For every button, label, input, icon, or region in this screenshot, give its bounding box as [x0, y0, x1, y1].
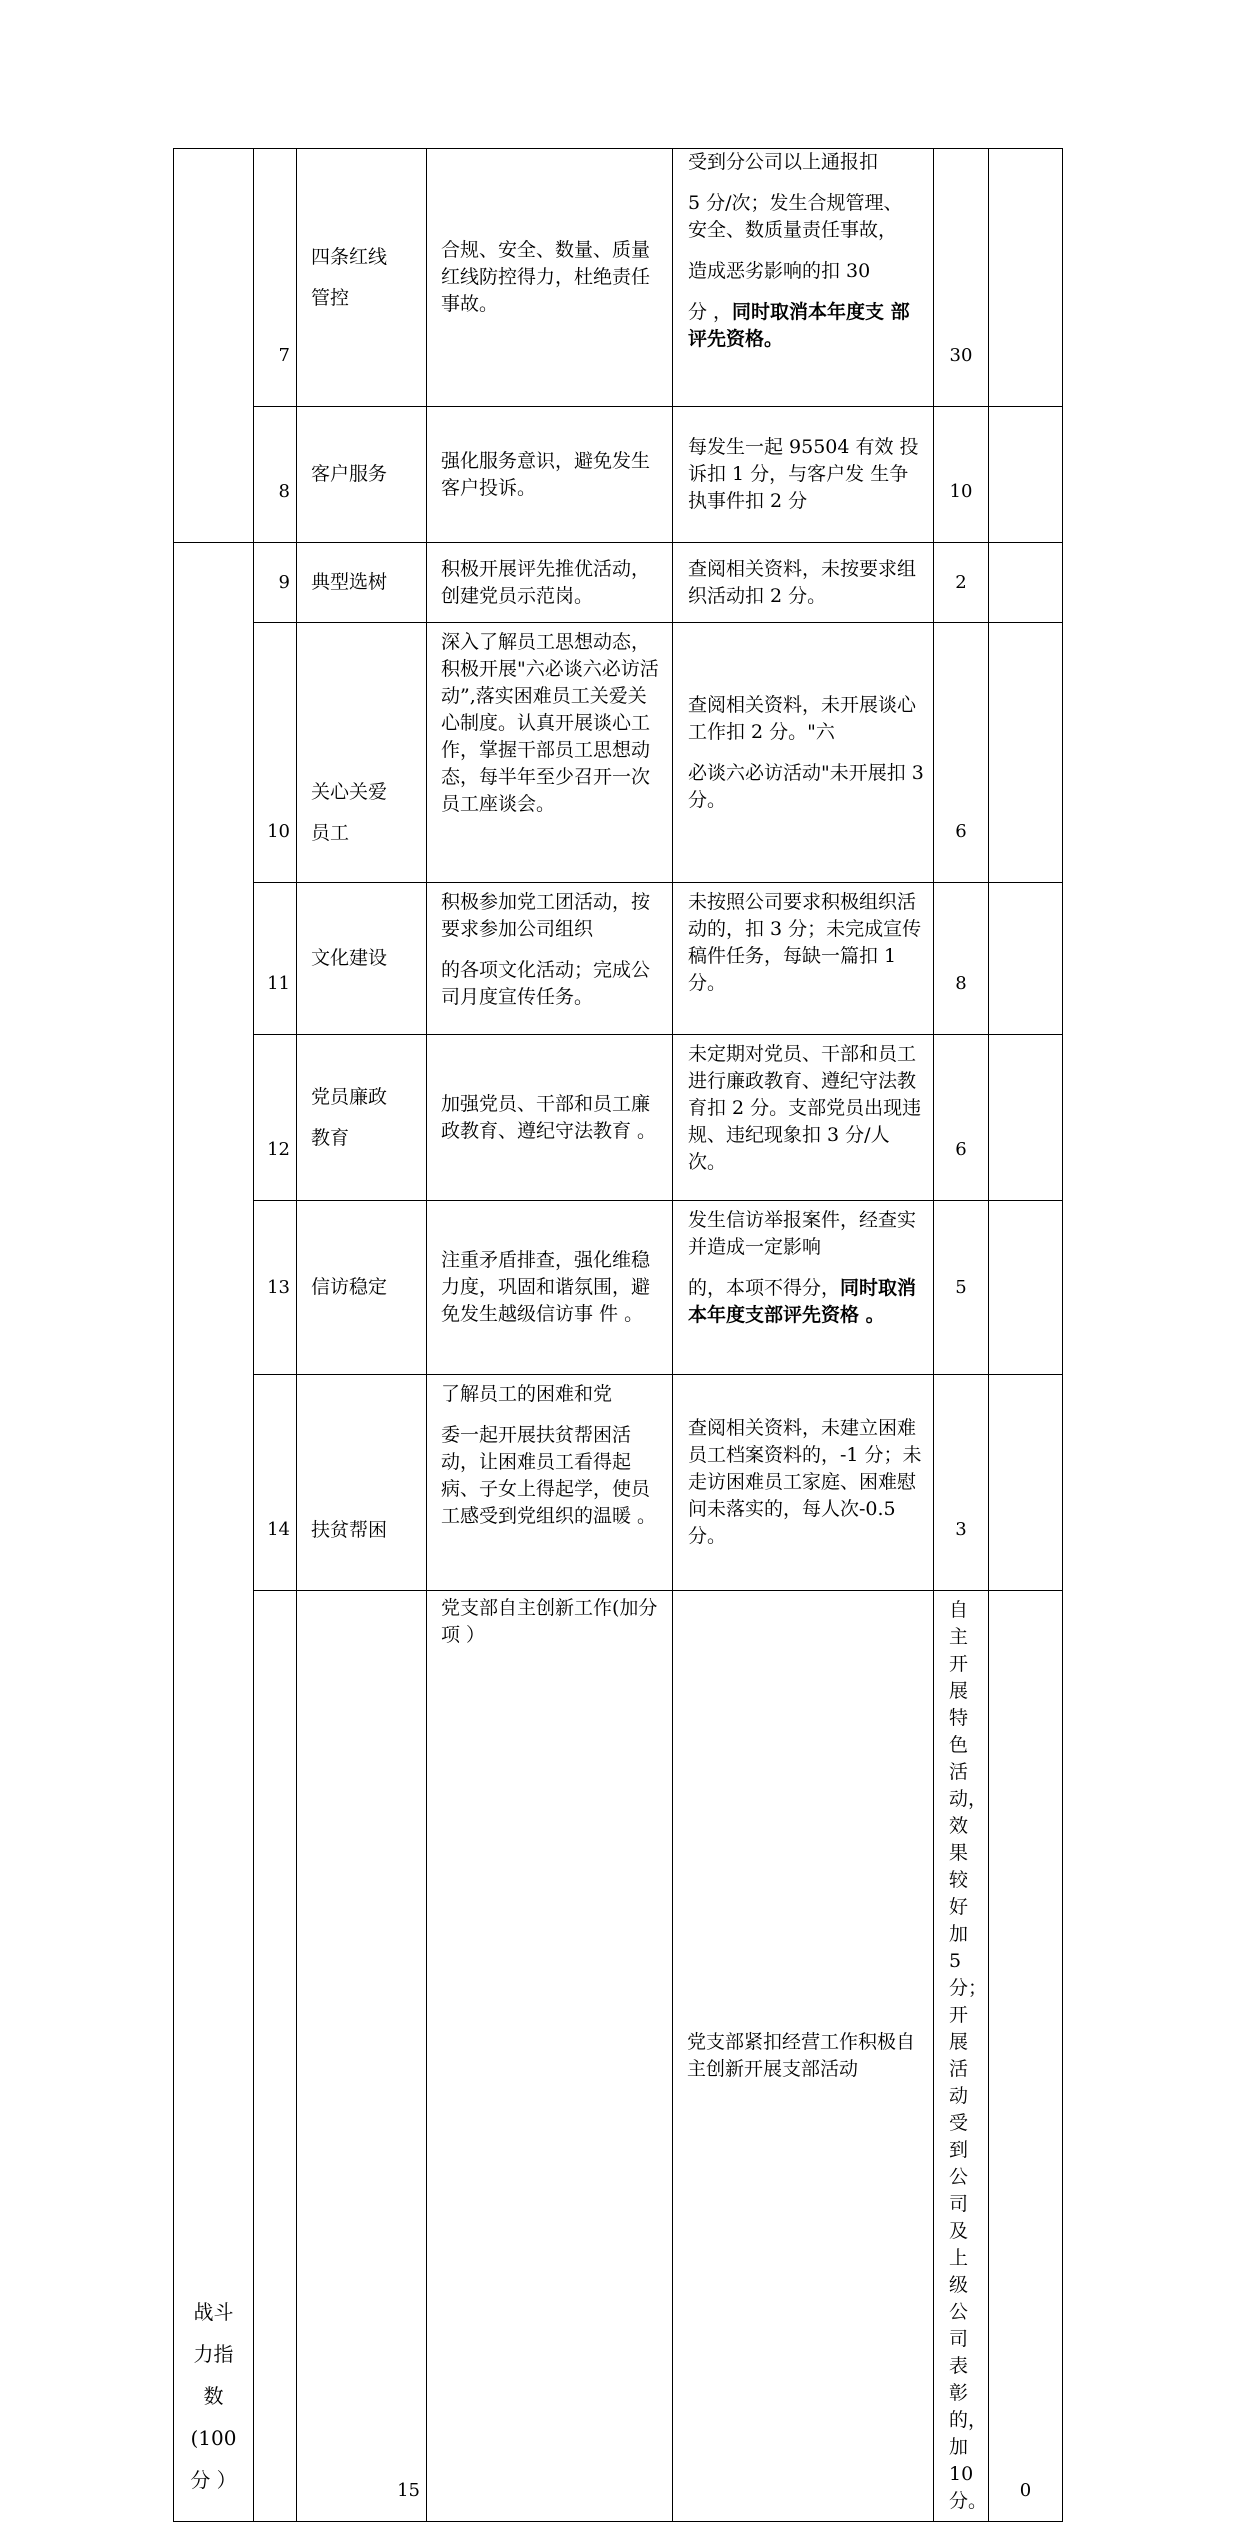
- row-number: 9: [254, 543, 297, 623]
- table-row: [174, 1591, 1063, 2522]
- category-label: 战斗 力指 数 (100 分 ）: [174, 543, 254, 2522]
- item-score: 3: [934, 1375, 989, 1591]
- table-row: [174, 543, 1063, 623]
- item-name: 关心关爱 员工: [297, 623, 427, 883]
- item-name: 党员廉政 教育: [297, 1035, 427, 1201]
- item-standard: 查阅相关资料，未开展谈心工作扣 2 分。"六 必谈六必访活动"未开展扣 3 分。: [673, 623, 934, 883]
- item-requirement: 深入了解员工思想动态，积极开展"六必谈六必访活动”,落实困难员工关爱关心制度。认真开展谈心工作，掌握干部员工思想动态，每半年至少召开一次员工座谈会。: [427, 623, 673, 883]
- table-row: [174, 1035, 1063, 1201]
- item-standard: 未按照公司要求积极组织活动的，扣 3 分；未完成宣传稿件任务，每缺一篇扣 1 分。: [673, 883, 934, 1035]
- item-standard: 受到分公司以上通报扣 5 分/次；发生合规管理、 安全、数质量责任事故， 造成恶劣影响的扣 30 分 ，同时取消本年度支 部评先资格。: [673, 149, 934, 407]
- actual-score-cell: [989, 883, 1063, 1035]
- actual-score-cell: [989, 1035, 1063, 1201]
- item-requirement: 合规、安全、数量、质量红线防控得力，杜绝责任事故。: [427, 149, 673, 407]
- item-score: 30: [934, 149, 989, 407]
- row-number: 8: [254, 407, 297, 543]
- actual-score-cell: [989, 1375, 1063, 1591]
- item-standard: 未定期对党员、干部和员工进行廉政教育、遵纪守法教育扣 2 分。支部党员出现违规、违纪现象扣 3 分/人次。: [673, 1035, 934, 1201]
- actual-score-cell: [989, 543, 1063, 623]
- item-requirement: 党支部紧扣经营工作积极自主创新开展支部活动: [673, 1591, 934, 2522]
- standard-emphasis: 同时取消本年度支 部评先资格。: [688, 301, 910, 350]
- item-standard: 自主开展特色活动，效果较好加 5 分；开展活动受到公司及上级公司表彰的，加 10 分。: [934, 1591, 989, 2522]
- item-name: 文化建设: [297, 883, 427, 1035]
- table-row: [174, 407, 1063, 543]
- table-row: [174, 1375, 1063, 1591]
- row-number: 14: [254, 1375, 297, 1591]
- item-name: 党支部自主创新工作(加分项 ）: [427, 1591, 673, 2522]
- item-score: 6: [934, 1035, 989, 1201]
- row-number: 15: [297, 1591, 427, 2522]
- item-requirement: 积极参加党工团活动，按要求参加公司组织 的各项文化活动；完成公司月度宣传任务。: [427, 883, 673, 1035]
- item-standard: 查阅相关资料，未建立困难员工档案资料的，-1 分；未走访困难员工家庭、困难慰问未落实的，每人次-0.5 分。: [673, 1375, 934, 1591]
- item-requirement: 积极开展评先推优活动，创建党员示范岗。: [427, 543, 673, 623]
- table-row: [174, 883, 1063, 1035]
- table-row: [174, 623, 1063, 883]
- row-number: 13: [254, 1201, 297, 1375]
- row-number: 7: [254, 149, 297, 407]
- table-row: [174, 1201, 1063, 1375]
- actual-score-cell: [989, 1201, 1063, 1375]
- item-name: 扶贫帮困: [297, 1375, 427, 1591]
- item-requirement: 加强党员、干部和员工廉政教育、遵纪守法教育 。: [427, 1035, 673, 1201]
- actual-score-cell: [989, 149, 1063, 407]
- item-score: 8: [934, 883, 989, 1035]
- item-standard: 发生信访举报案件，经查实并造成一定影响 的，本项不得分，同时取消本年度支部评先资格 。: [673, 1201, 934, 1375]
- item-score: 5: [934, 1201, 989, 1375]
- item-name: 四条红线 管控: [297, 149, 427, 407]
- item-requirement: 强化服务意识，避免发生客户投诉。: [427, 407, 673, 543]
- row-number: 10: [254, 623, 297, 883]
- item-name: 典型选树: [297, 543, 427, 623]
- category-cell-blank: [254, 1591, 297, 2522]
- item-score: 6: [934, 623, 989, 883]
- standard-emphasis: 同时取消本年度支部评先资格 。: [688, 1277, 917, 1326]
- item-name: 信访稳定: [297, 1201, 427, 1375]
- item-standard: 每发生一起 95504 有效 投诉扣 1 分，与客户发 生争执事件扣 2 分: [673, 407, 934, 543]
- actual-score-cell: [989, 407, 1063, 543]
- category-cell-blank: [174, 149, 254, 543]
- item-score: 0: [989, 1591, 1063, 2522]
- row-number: 11: [254, 883, 297, 1035]
- actual-score-cell: [989, 623, 1063, 883]
- evaluation-table: [173, 148, 1063, 2522]
- item-score: 10: [934, 407, 989, 543]
- item-name: 客户服务: [297, 407, 427, 543]
- item-standard: 查阅相关资料，未按要求组织活动扣 2 分。: [673, 543, 934, 623]
- item-score: 2: [934, 543, 989, 623]
- item-requirement: 注重矛盾排查，强化维稳力度，巩固和谐氛围，避免发生越级信访事 件 。: [427, 1201, 673, 1375]
- item-requirement: 了解员工的困难和党 委一起开展扶贫帮困活动，让困难员工看得起病、子女上得起学，使员工感受到党组织的温暖 。: [427, 1375, 673, 1591]
- row-number: 12: [254, 1035, 297, 1201]
- table-row: [174, 149, 1063, 407]
